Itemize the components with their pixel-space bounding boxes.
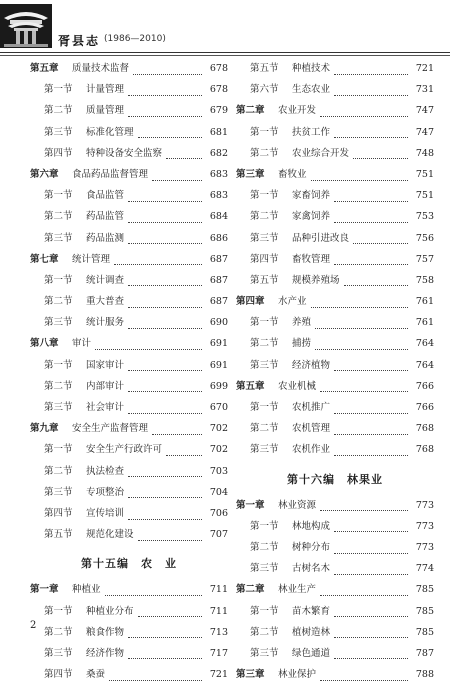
- entry-page: 785: [415, 584, 434, 596]
- entry-title: 种植业分布: [86, 605, 134, 617]
- toc-section-entry[interactable]: [236, 272, 434, 293]
- toc-section-entry[interactable]: [30, 441, 228, 462]
- entry-title: 畜牧业: [278, 168, 307, 180]
- dot-leader: [128, 194, 202, 202]
- entry-page: 785: [415, 605, 434, 617]
- entry-title: 内部审计: [86, 380, 125, 392]
- entry-title: 粮食作物: [86, 626, 125, 638]
- pagoda-logo-icon: [0, 4, 52, 48]
- entry-number: 第二节: [250, 423, 279, 435]
- entry-title: 食品药品监督管理: [72, 168, 149, 180]
- entry-number: 第五节: [250, 63, 279, 74]
- toc-section-entry[interactable]: [30, 272, 228, 293]
- entry-number: 第一节: [44, 444, 73, 456]
- entry-title: 林业保护: [278, 669, 317, 681]
- toc-section-entry[interactable]: [236, 441, 434, 462]
- entry-title: 规模养殖场: [292, 274, 340, 286]
- dot-leader: [95, 342, 202, 350]
- toc-section-entry[interactable]: [236, 518, 434, 539]
- entry-number: 第四节: [44, 669, 73, 681]
- toc-section-entry[interactable]: [236, 81, 434, 102]
- entry-number: 第四节: [44, 507, 73, 519]
- entry-page: 681: [209, 126, 228, 138]
- toc-chapter-entry[interactable]: [30, 60, 228, 81]
- entry-number: 第二节: [44, 380, 73, 392]
- entry-number: 第一节: [44, 84, 73, 96]
- toc-chapter-entry[interactable]: [236, 666, 434, 687]
- page-header: [0, 0, 450, 50]
- dot-leader: [105, 588, 202, 596]
- entry-title: 农机推广: [292, 402, 331, 413]
- toc-chapter-entry[interactable]: [236, 293, 434, 314]
- entry-title: 林业生产: [278, 584, 317, 596]
- entry-page: 687: [209, 296, 228, 308]
- entry-number: 第三节: [44, 647, 73, 659]
- dot-leader: [128, 109, 202, 117]
- entry-page: 670: [209, 402, 228, 413]
- dot-leader: [128, 363, 202, 371]
- entry-page: 773: [415, 541, 434, 553]
- entry-title: 苗木繁育: [292, 605, 331, 617]
- header-rule: [0, 52, 450, 53]
- entry-page: 679: [209, 105, 228, 117]
- page-number: 2: [30, 620, 37, 631]
- book-title: 胥县志: [58, 34, 101, 48]
- entry-number: 第三节: [44, 317, 73, 329]
- dot-leader: [128, 321, 202, 329]
- entry-title: 种植业: [72, 584, 101, 596]
- entry-page: 788: [415, 669, 434, 681]
- dot-leader: [128, 512, 202, 520]
- entry-page: 721: [415, 63, 434, 74]
- dot-leader: [334, 194, 408, 202]
- dot-leader: [128, 651, 202, 659]
- dot-leader: [138, 533, 202, 541]
- dot-leader: [334, 67, 408, 75]
- dot-leader: [138, 609, 202, 617]
- entry-number: 第二节: [44, 296, 73, 308]
- entry-title: 捕捞: [292, 338, 312, 350]
- entry-number: 第三章: [236, 669, 265, 681]
- entry-page: 774: [415, 563, 434, 575]
- toc-section-entry[interactable]: [30, 526, 228, 547]
- entry-number: 第三节: [44, 232, 73, 244]
- entry-title: 植树造林: [292, 626, 331, 638]
- toc-section-entry[interactable]: [30, 314, 228, 335]
- toc-chapter-entry[interactable]: [30, 166, 228, 187]
- entry-title: 重大普查: [86, 296, 125, 308]
- entry-title: 扶贫工作: [292, 126, 331, 138]
- entry-number: 第五节: [250, 274, 279, 286]
- entry-title: 农机作业: [292, 444, 331, 456]
- entry-number: 第四章: [236, 296, 265, 308]
- entry-page: 768: [415, 423, 434, 435]
- entry-title: 农业机械: [278, 380, 317, 392]
- entry-number: 第五章: [236, 380, 265, 392]
- entry-title: 畜牧管理: [292, 253, 331, 265]
- dot-leader: [128, 300, 202, 308]
- entry-page: 706: [209, 507, 228, 519]
- entry-page: 711: [209, 584, 228, 596]
- entry-page: 684: [209, 211, 228, 223]
- dot-leader: [334, 651, 408, 659]
- dot-leader: [320, 503, 408, 511]
- entry-title: 绿色通道: [292, 647, 331, 659]
- entry-title: 经济植物: [292, 359, 331, 371]
- dot-leader: [334, 406, 408, 414]
- entry-page: 713: [209, 626, 228, 638]
- entry-title: 林业资源: [278, 499, 317, 511]
- part-heading: 第十六编 林果业: [287, 472, 383, 486]
- entry-page: 704: [209, 486, 228, 498]
- dot-leader: [320, 109, 408, 117]
- dot-leader: [128, 215, 202, 223]
- toc-chapter-entry[interactable]: [30, 251, 228, 272]
- entry-title: 统计服务: [86, 317, 125, 329]
- entry-page: 683: [209, 190, 228, 202]
- entry-page: 731: [415, 84, 434, 96]
- toc-section-entry[interactable]: [30, 666, 228, 687]
- toc-section-entry[interactable]: [236, 60, 434, 81]
- toc-chapter-entry[interactable]: [30, 581, 228, 602]
- entry-page: 702: [209, 423, 228, 435]
- toc-section-entry[interactable]: [30, 187, 228, 208]
- dot-leader: [334, 630, 408, 638]
- dot-leader: [128, 236, 202, 244]
- dot-leader: [320, 384, 408, 392]
- dot-leader: [152, 173, 202, 181]
- dot-leader: [109, 673, 202, 681]
- entry-page: 785: [415, 626, 434, 638]
- toc-section-entry[interactable]: [236, 560, 434, 581]
- toc-section-entry[interactable]: [236, 187, 434, 208]
- entry-page: 768: [415, 444, 434, 456]
- toc-chapter-entry[interactable]: [30, 335, 228, 356]
- dot-leader: [315, 342, 408, 350]
- entry-title: 特种设备安全监察: [86, 147, 163, 159]
- entry-number: 第三节: [44, 486, 73, 498]
- dot-leader: [128, 278, 202, 286]
- toc-section-entry[interactable]: [236, 145, 434, 166]
- dot-leader: [166, 448, 202, 456]
- toc-section-entry[interactable]: [30, 357, 228, 378]
- toc-section-entry[interactable]: [236, 251, 434, 272]
- entry-number: 第三节: [250, 232, 279, 244]
- entry-title: 种植技术: [292, 63, 331, 74]
- dot-leader: [334, 88, 408, 96]
- entry-page: 761: [415, 296, 434, 308]
- entry-page: 711: [209, 605, 228, 617]
- entry-number: 第二节: [250, 338, 279, 350]
- entry-number: 第二节: [44, 105, 73, 117]
- dot-leader: [133, 67, 202, 75]
- toc-section-entry[interactable]: [236, 399, 434, 420]
- dot-leader: [128, 384, 202, 392]
- toc-chapter-entry[interactable]: [30, 420, 228, 441]
- toc-chapter-entry[interactable]: [236, 497, 434, 518]
- entry-title: 统计管理: [72, 253, 111, 265]
- toc-column-left: [30, 60, 228, 687]
- entry-title: 农机管理: [292, 423, 331, 435]
- entry-page: 721: [209, 669, 228, 681]
- toc-chapter-entry[interactable]: [236, 378, 434, 399]
- entry-page: 761: [415, 317, 434, 329]
- entry-title: 安全生产行政许可: [86, 444, 163, 456]
- toc-chapter-entry[interactable]: [236, 166, 434, 187]
- dot-leader: [138, 130, 202, 138]
- entry-title: 经济作物: [86, 647, 125, 659]
- entry-number: 第六节: [250, 84, 279, 96]
- toc-chapter-entry[interactable]: [236, 581, 434, 602]
- entry-number: 第七章: [30, 253, 59, 265]
- entry-page: 687: [209, 253, 228, 265]
- entry-page: 699: [209, 380, 228, 392]
- entry-number: 第四节: [250, 253, 279, 265]
- dot-leader: [166, 151, 202, 159]
- entry-page: 764: [415, 359, 434, 371]
- entry-title: 社会审计: [86, 402, 125, 413]
- toc-section-entry[interactable]: [30, 624, 228, 645]
- entry-number: 第三节: [250, 444, 279, 456]
- dot-leader: [344, 278, 408, 286]
- toc-section-entry[interactable]: [30, 81, 228, 102]
- entry-number: 第六章: [30, 168, 59, 180]
- toc-section-entry[interactable]: [30, 505, 228, 526]
- entry-number: 第三节: [250, 647, 279, 659]
- entry-number: 第一节: [250, 126, 279, 138]
- entry-title: 农业开发: [278, 105, 317, 117]
- entry-number: 第三节: [44, 126, 73, 138]
- toc-section-entry[interactable]: [236, 603, 434, 624]
- entry-page: 747: [415, 126, 434, 138]
- entry-page: 748: [415, 147, 434, 159]
- entry-page: 702: [209, 444, 228, 456]
- entry-title: 家畜饲养: [292, 190, 331, 202]
- entry-page: 703: [209, 465, 228, 477]
- dot-leader: [353, 151, 408, 159]
- toc-section-entry[interactable]: [30, 603, 228, 624]
- entry-title: 水产业: [278, 296, 307, 308]
- dot-leader: [334, 448, 408, 456]
- toc-section-entry[interactable]: [30, 208, 228, 229]
- entry-number: 第一节: [250, 190, 279, 202]
- entry-number: 第二节: [250, 211, 279, 223]
- entry-title: 药品监管: [86, 211, 125, 223]
- entry-page: 747: [415, 105, 434, 117]
- dot-leader: [128, 88, 202, 96]
- dot-leader: [128, 406, 202, 414]
- entry-number: 第四节: [44, 147, 73, 159]
- entry-title: 生态农业: [292, 84, 331, 96]
- entry-number: 第二章: [236, 584, 265, 596]
- entry-page: 787: [415, 647, 434, 659]
- entry-page: 773: [415, 520, 434, 532]
- entry-number: 第二节: [250, 626, 279, 638]
- toc-section-entry[interactable]: [236, 314, 434, 335]
- entry-title: 树种分布: [292, 541, 331, 553]
- entry-page: 686: [209, 232, 228, 244]
- toc-section-entry[interactable]: [30, 378, 228, 399]
- entry-page: 756: [415, 232, 434, 244]
- entry-title: 品种引进改良: [292, 232, 350, 244]
- book-years: (1986—2010): [104, 34, 166, 44]
- header-rule-thin: [0, 55, 450, 56]
- dot-leader: [334, 363, 408, 371]
- toc-section-entry[interactable]: [30, 124, 228, 145]
- entry-page: 678: [209, 63, 228, 74]
- entry-title: 养殖: [292, 317, 312, 329]
- entry-page: 751: [415, 190, 434, 202]
- entry-page: 682: [209, 147, 228, 159]
- dot-leader: [334, 427, 408, 435]
- entry-number: 第二节: [44, 211, 73, 223]
- entry-page: 773: [415, 499, 434, 511]
- entry-page: 687: [209, 274, 228, 286]
- entry-page: 690: [209, 317, 228, 329]
- entry-title: 药品监测: [86, 232, 125, 244]
- entry-title: 安全生产监督管理: [72, 423, 149, 435]
- entry-title: 质量技术监督: [72, 63, 130, 74]
- dot-leader: [311, 300, 408, 308]
- entry-title: 审计: [72, 338, 92, 350]
- dot-leader: [128, 630, 202, 638]
- dot-leader: [315, 321, 408, 329]
- toc-section-entry[interactable]: [236, 335, 434, 356]
- entry-page: 751: [415, 168, 434, 180]
- part-heading: 第十五编 农 业: [81, 557, 177, 571]
- toc-section-entry[interactable]: [236, 539, 434, 560]
- entry-title: 计量管理: [86, 84, 125, 96]
- entry-title: 专项整治: [86, 486, 125, 498]
- entry-number: 第一节: [44, 359, 73, 371]
- toc-section-entry[interactable]: [30, 293, 228, 314]
- toc-section-entry[interactable]: [236, 208, 434, 229]
- entry-title: 质量管理: [86, 105, 125, 117]
- entry-page: 757: [415, 253, 434, 265]
- entry-title: 标准化管理: [86, 126, 134, 138]
- toc-column-right: [236, 60, 434, 687]
- entry-number: 第三节: [250, 563, 279, 575]
- entry-number: 第二节: [250, 147, 279, 159]
- entry-number: 第一节: [250, 402, 279, 413]
- dot-leader: [334, 609, 408, 617]
- entry-number: 第三节: [44, 402, 73, 413]
- toc-section-entry[interactable]: [236, 420, 434, 441]
- dot-leader: [114, 257, 202, 265]
- dot-leader: [334, 130, 408, 138]
- dot-leader: [334, 257, 408, 265]
- dot-leader: [128, 469, 202, 477]
- entry-title: 家禽饲养: [292, 211, 331, 223]
- toc-section-entry[interactable]: [30, 645, 228, 666]
- toc-section-entry[interactable]: [236, 357, 434, 378]
- entry-number: 第五节: [44, 529, 73, 541]
- entry-number: 第二节: [250, 541, 279, 553]
- dot-leader: [334, 215, 408, 223]
- entry-title: 统计调查: [86, 274, 125, 286]
- entry-number: 第一节: [250, 317, 279, 329]
- dot-leader: [320, 673, 408, 681]
- entry-title: 食品监管: [86, 190, 125, 202]
- entry-number: 第一节: [44, 605, 73, 617]
- dot-leader: [334, 567, 408, 575]
- toc-section-entry[interactable]: [30, 230, 228, 251]
- entry-number: 第二节: [44, 626, 73, 638]
- entry-number: 第五章: [30, 63, 59, 74]
- dot-leader: [128, 490, 202, 498]
- entry-title: 宣传培训: [86, 507, 125, 519]
- entry-page: 707: [209, 529, 228, 541]
- entry-title: 执法检查: [86, 465, 125, 477]
- dot-leader: [152, 427, 202, 435]
- entry-page: 753: [415, 211, 434, 223]
- dot-leader: [353, 236, 408, 244]
- dot-leader: [334, 524, 408, 532]
- toc-section-entry[interactable]: [236, 645, 434, 666]
- entry-number: 第一节: [250, 520, 279, 532]
- entry-page: 766: [415, 380, 434, 392]
- toc-section-entry[interactable]: [236, 124, 434, 145]
- entry-title: 农业综合开发: [292, 147, 350, 159]
- entry-number: 第三节: [250, 359, 279, 371]
- entry-number: 第一节: [44, 190, 73, 202]
- toc-section-entry[interactable]: [30, 463, 228, 484]
- entry-page: 766: [415, 402, 434, 413]
- entry-number: 第二章: [236, 105, 265, 117]
- entry-number: 第三章: [236, 168, 265, 180]
- entry-number: 第一章: [30, 584, 59, 596]
- toc-section-entry[interactable]: [236, 230, 434, 251]
- toc-section-entry[interactable]: [30, 102, 228, 123]
- dot-leader: [320, 588, 408, 596]
- entry-page: 678: [209, 84, 228, 96]
- entry-title: 桑蚕: [86, 669, 106, 681]
- dot-leader: [334, 546, 408, 554]
- entry-page: 764: [415, 338, 434, 350]
- toc-chapter-entry[interactable]: [236, 102, 434, 123]
- entry-page: 758: [415, 274, 434, 286]
- entry-page: 691: [209, 338, 228, 350]
- entry-page: 683: [209, 168, 228, 180]
- entry-title: 林地构成: [292, 520, 331, 532]
- entry-number: 第一节: [44, 274, 73, 286]
- entry-number: 第二节: [44, 465, 73, 477]
- toc-section-entry[interactable]: [236, 624, 434, 645]
- entry-page: 717: [209, 647, 228, 659]
- entry-number: 第八章: [30, 338, 59, 350]
- dot-leader: [311, 173, 408, 181]
- entry-number: 第一节: [250, 605, 279, 617]
- entry-title: 国家审计: [86, 359, 125, 371]
- toc-section-entry[interactable]: [30, 145, 228, 166]
- toc-section-entry[interactable]: [30, 399, 228, 420]
- entry-number: 第一章: [236, 499, 265, 511]
- toc-section-entry[interactable]: [30, 484, 228, 505]
- entry-page: 691: [209, 359, 228, 371]
- entry-number: 第九章: [30, 423, 59, 435]
- entry-title: 规范化建设: [86, 529, 134, 541]
- entry-title: 古树名木: [292, 563, 331, 575]
